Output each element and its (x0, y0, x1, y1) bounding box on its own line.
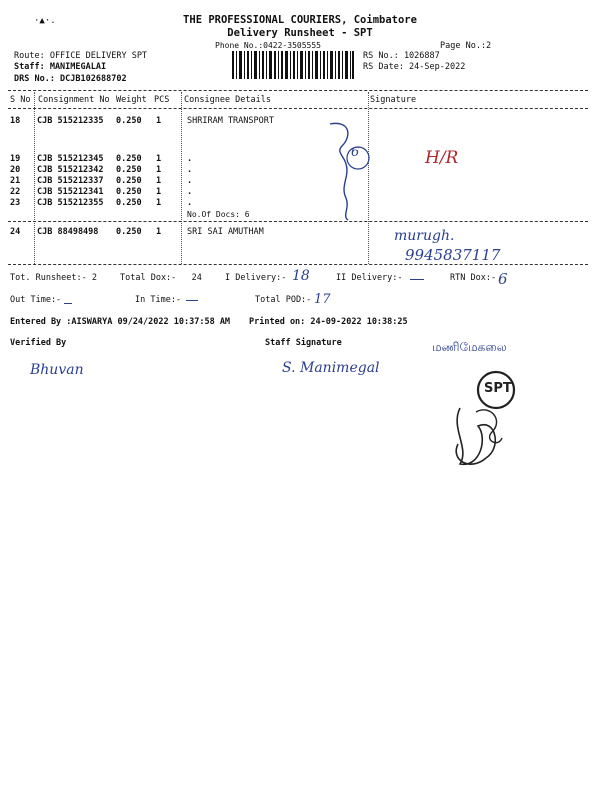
printed-on: Printed on: 24-09-2022 10:38:25 (249, 317, 408, 327)
total-pod: Total POD:- (255, 295, 312, 305)
out-time-dash (64, 303, 72, 304)
total-runsheet: Tot. Runsheet:- 2 (10, 273, 97, 283)
divider (8, 108, 588, 109)
col-consignee: Consignee Details (184, 95, 271, 105)
handwritten-count: 6 (351, 145, 360, 160)
in-time: In Time:- (135, 295, 182, 305)
handwritten-hr: H/R (425, 148, 459, 168)
col-weight: Weight (116, 95, 147, 105)
column-separator (181, 92, 182, 264)
divider (8, 264, 588, 265)
handwritten-name: murugh. (394, 228, 455, 244)
barcode (232, 51, 354, 79)
staff-signature: S. Manimegal (282, 360, 380, 376)
col-consignment: Consignment No (38, 95, 110, 105)
total-dox: Total Dox:- 24 (120, 273, 202, 283)
no-of-docs: No.Of Docs: 6 (187, 210, 250, 219)
drs-number: DRS No.: DCJB102688702 (14, 74, 127, 84)
col-sno: S No (10, 95, 31, 105)
ii-delivery-dash (410, 279, 424, 280)
verified-by: Verified By (10, 338, 67, 348)
tamil-signature: மணிமேகலை (432, 340, 507, 354)
phone-number: Phone No.:0422-3505555 (215, 41, 321, 50)
i-delivery-value: 18 (292, 268, 310, 284)
total-pod-value: 17 (314, 292, 331, 307)
i-delivery: I Delivery:- (225, 273, 287, 283)
rs-number: RS No.: 1026887 (363, 51, 440, 61)
divider (8, 221, 588, 222)
entered-by: Entered By :AISWARYA 09/24/2022 10:37:58 AM (10, 317, 231, 327)
staff-label: Staff: MANIMEGALAI (14, 62, 107, 72)
staff-signature-label: Staff Signature (265, 338, 342, 348)
in-time-dash (186, 300, 198, 301)
company-title: THE PROFESSIONAL COURIERS, Coimbatore (183, 14, 417, 26)
scan-mark-icon: ·▲·. (34, 16, 56, 26)
rtn-dox-value: 6 (498, 270, 508, 288)
page-number: Page No.:2 (440, 41, 492, 51)
rtn-dox: RTN Dox:- (450, 273, 497, 283)
verified-signature: Bhuvan (30, 362, 84, 378)
runsheet-title: Delivery Runsheet - SPT (227, 27, 373, 39)
route-label: Route: OFFICE DELIVERY SPT (14, 51, 148, 61)
column-separator (34, 92, 35, 264)
ii-delivery: II Delivery:- (336, 273, 403, 283)
out-time: Out Time:- (10, 295, 62, 305)
stamp-text: SPT (484, 381, 512, 396)
divider (8, 90, 588, 91)
rs-date: RS Date: 24-Sep-2022 (363, 62, 466, 72)
handwritten-phone: 9945837117 (405, 246, 501, 264)
col-signature: Signature (370, 95, 417, 105)
col-pcs: PCS (154, 95, 170, 105)
handwritten-bracket (320, 116, 380, 226)
